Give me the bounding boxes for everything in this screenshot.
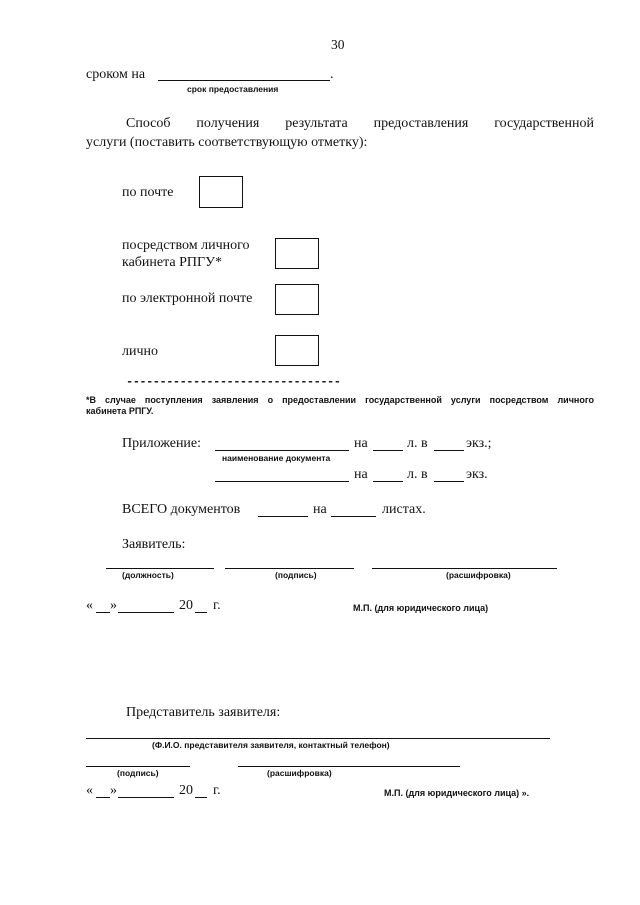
footnote-line-1: *В случае поступления заявления о предоставлении государственной услуги посредством личного — [86, 395, 594, 405]
applicant-year-field[interactable] — [195, 612, 207, 613]
applicant-date-close: » — [110, 598, 117, 613]
option-cabinet-label-1: посредством личного — [122, 238, 250, 253]
attachment-copies-1: экз.; — [466, 436, 492, 451]
attachment-pages-1-field[interactable] — [373, 450, 403, 451]
attachment-doc-caption: наименование документа — [222, 453, 331, 463]
attachment-copies-2: экз. — [466, 467, 488, 482]
applicant-year-suffix: г. — [213, 598, 221, 613]
representative-decode-caption: (расшифровка) — [267, 768, 332, 778]
page-number: 30 — [331, 37, 345, 52]
representative-date-open: « — [86, 783, 93, 798]
applicant-stamp: М.П. (для юридического лица) — [353, 603, 489, 613]
attachment-copies-1-field[interactable] — [434, 450, 464, 451]
applicant-decode-field[interactable] — [372, 568, 557, 569]
representative-signature-field[interactable] — [86, 766, 190, 767]
total-sheets-field[interactable] — [331, 516, 376, 517]
representative-stamp: М.П. (для юридического лица) ». — [384, 788, 530, 798]
option-personal-label: лично — [122, 344, 159, 359]
option-email-label: по электронной почте — [122, 291, 253, 306]
option-personal-checkbox[interactable] — [275, 335, 319, 366]
representative-year-field[interactable] — [195, 797, 207, 798]
representative-year-prefix: 20 — [179, 783, 193, 798]
total-docs-field[interactable] — [258, 516, 308, 517]
representative-year-suffix: г. — [213, 783, 221, 798]
option-cabinet-checkbox[interactable] — [275, 238, 319, 269]
representative-date-close: » — [110, 783, 117, 798]
option-email-checkbox[interactable] — [275, 284, 319, 315]
method-line-1: Способ получения результата предоставления государственной — [126, 116, 594, 131]
applicant-date-open: « — [86, 598, 93, 613]
term-end: . — [330, 67, 334, 82]
representative-day-field[interactable] — [96, 797, 110, 798]
representative-month-field[interactable] — [118, 797, 174, 798]
option-post-label: по почте — [122, 185, 174, 200]
footnote-line-2: кабинета РПГУ. — [86, 406, 154, 416]
attachment-doc-2-field[interactable] — [215, 481, 349, 482]
term-caption: срок предоставления — [187, 84, 279, 94]
attachment-pages-1: л. в — [407, 436, 428, 451]
attachment-pages-2: л. в — [407, 467, 428, 482]
total-on: на — [313, 502, 327, 517]
representative-decode-field[interactable] — [238, 766, 460, 767]
total-label: ВСЕГО документов — [122, 502, 241, 517]
attachment-copies-2-field[interactable] — [434, 481, 464, 482]
applicant-signature-field[interactable] — [225, 568, 354, 569]
attachment-on-1: на — [354, 436, 368, 451]
representative-label: Представитель заявителя: — [126, 705, 281, 720]
representative-fio-caption: (Ф.И.О. представителя заявителя, контактный телефон) — [152, 740, 390, 750]
applicant-day-field[interactable] — [96, 612, 110, 613]
attachment-doc-1-field[interactable] — [215, 450, 349, 451]
applicant-year-prefix: 20 — [179, 598, 193, 613]
representative-fio-field[interactable] — [86, 738, 550, 739]
footnote-separator: -------------------------------- — [126, 375, 341, 389]
representative-signature-caption: (подпись) — [117, 768, 159, 778]
attachment-pages-2-field[interactable] — [373, 481, 403, 482]
applicant-month-field[interactable] — [118, 612, 174, 613]
applicant-label: Заявитель: — [122, 537, 186, 552]
attachment-label: Приложение: — [122, 436, 202, 451]
option-post-checkbox[interactable] — [199, 176, 243, 208]
term-label: сроком на — [86, 67, 146, 82]
method-line-2: услуги (поставить соответствующую отметку): — [86, 135, 368, 150]
attachment-on-2: на — [354, 467, 368, 482]
applicant-position-field[interactable] — [106, 568, 214, 569]
option-cabinet-label-2: кабинета РПГУ* — [122, 255, 223, 270]
applicant-decode-caption: (расшифровка) — [446, 570, 511, 580]
applicant-signature-caption: (подпись) — [275, 570, 317, 580]
total-sheets: листах. — [382, 502, 426, 517]
applicant-position-caption: (должность) — [122, 570, 174, 580]
term-field[interactable] — [158, 80, 330, 81]
